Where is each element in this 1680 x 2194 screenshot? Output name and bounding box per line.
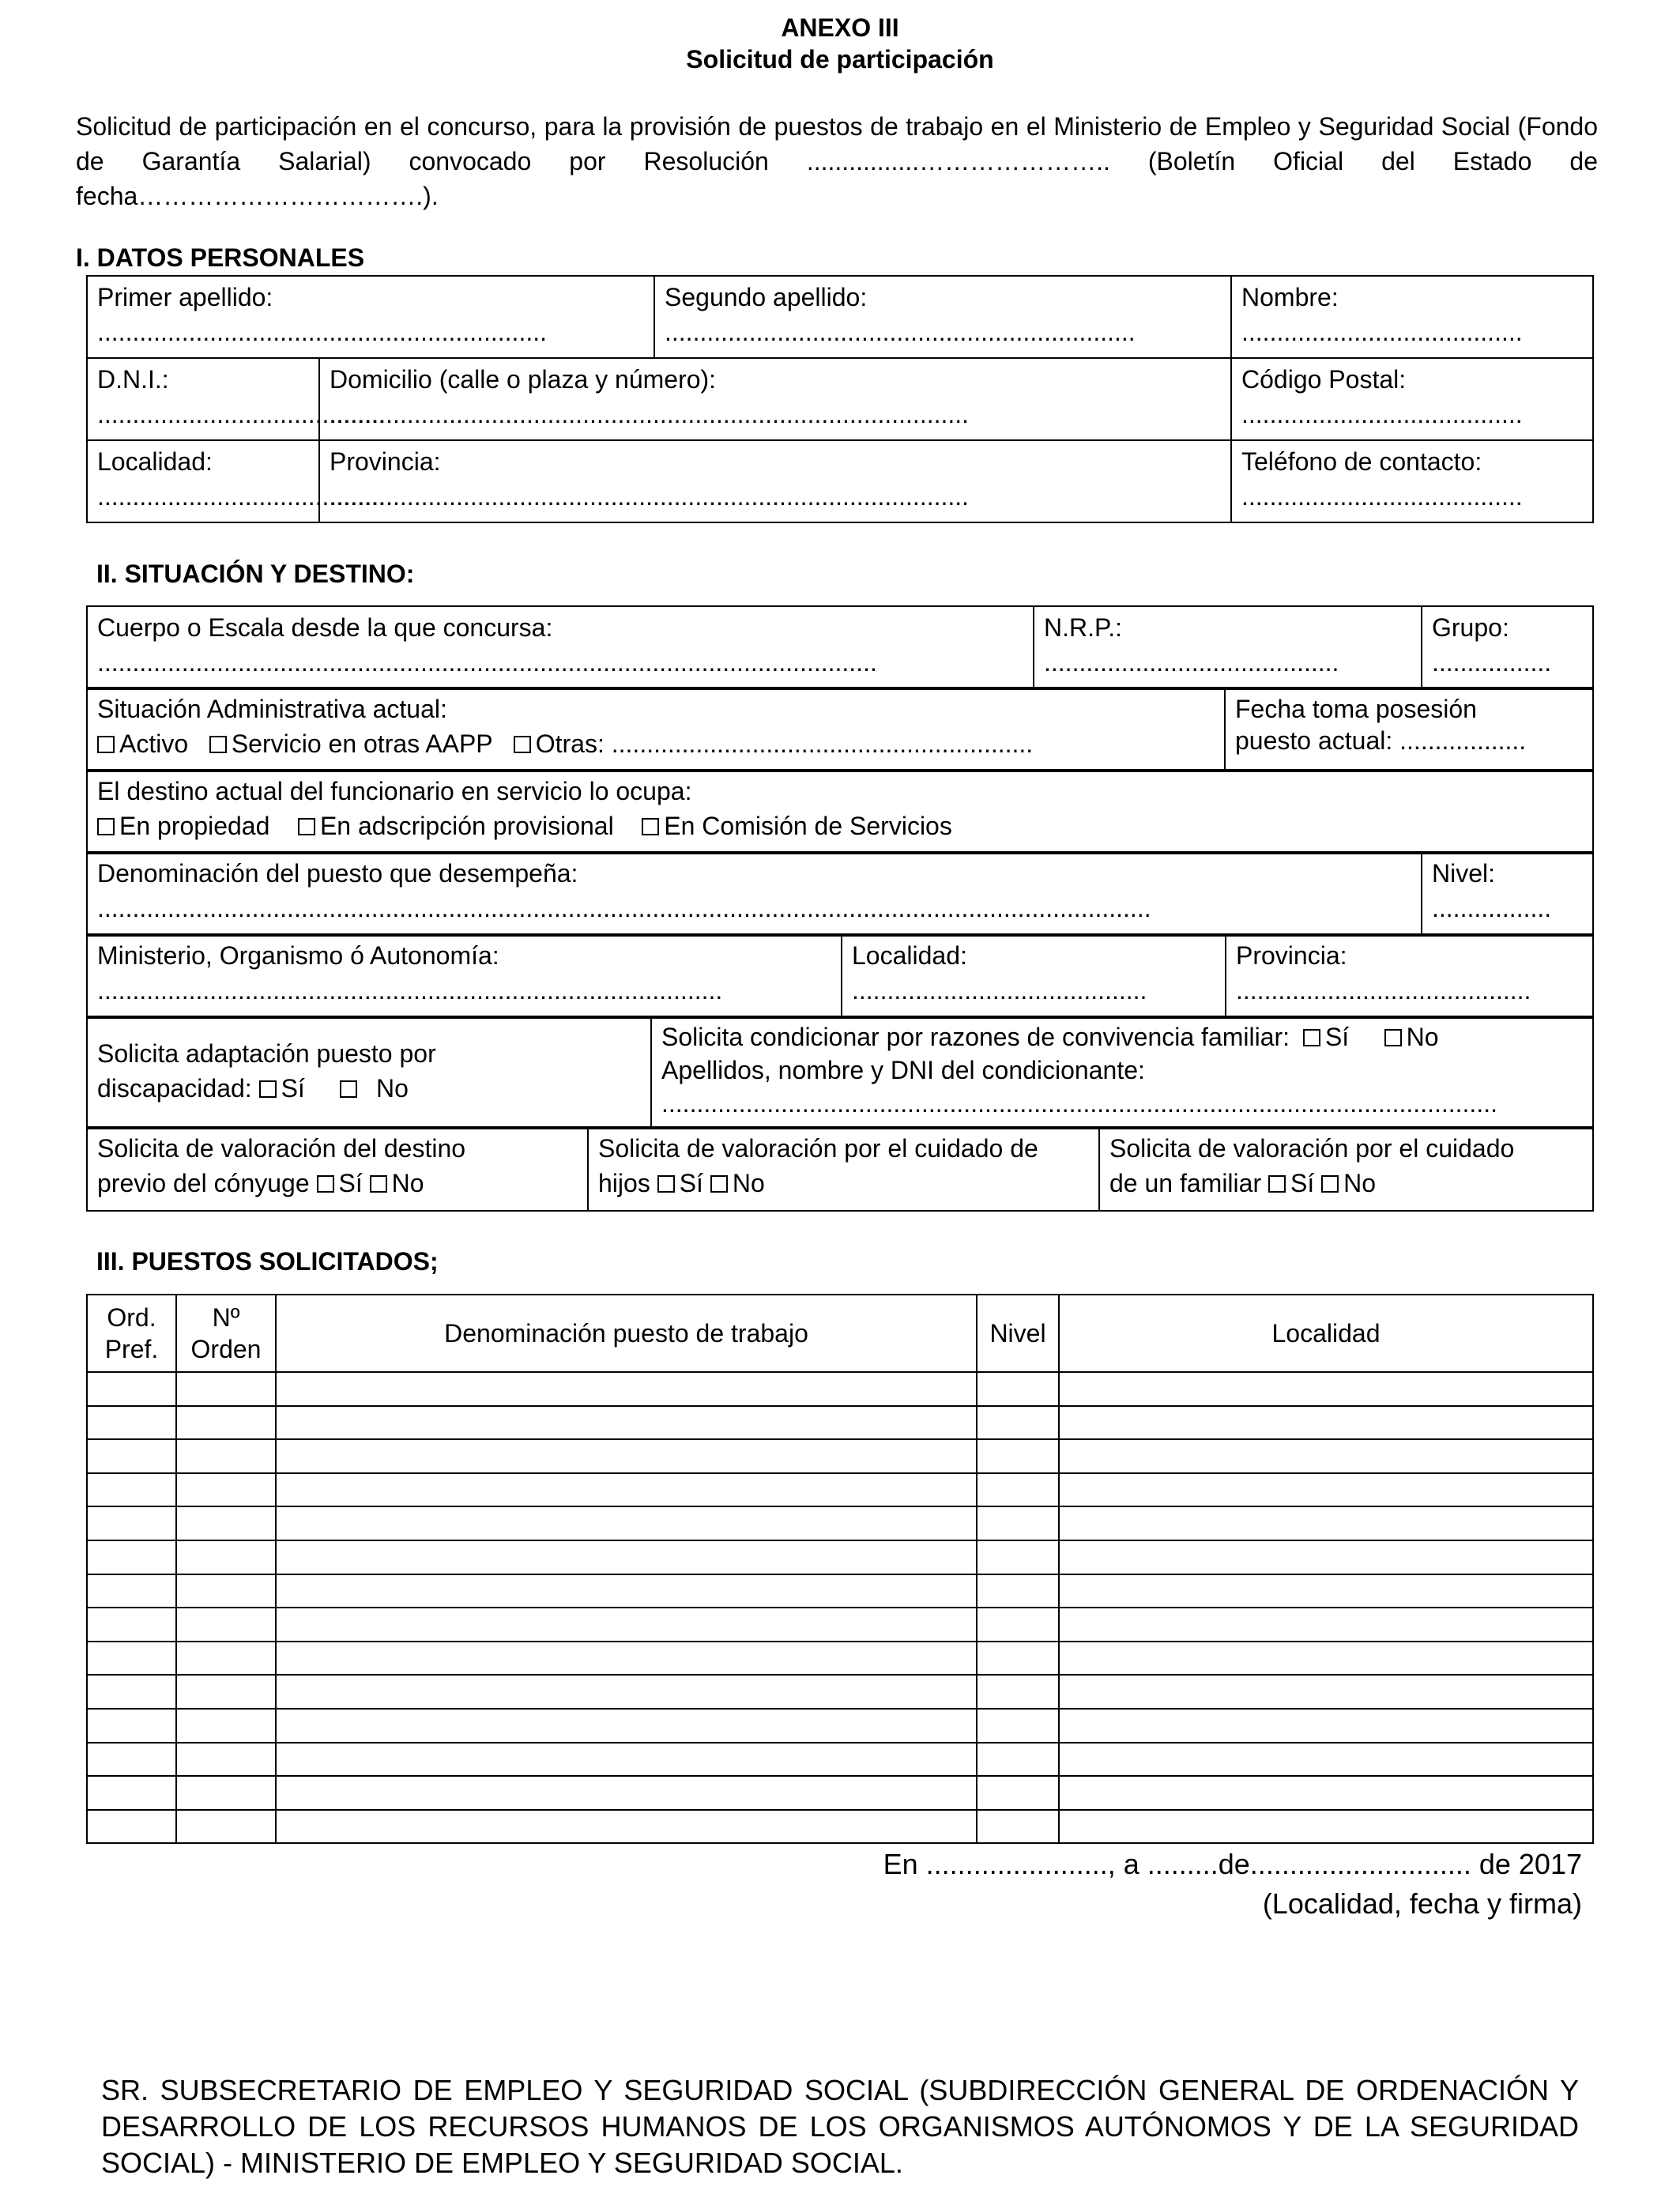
primer-apellido-label: Primer apellido:: [97, 283, 273, 311]
table-row: [87, 1810, 1593, 1844]
cell-nivel[interactable]: [977, 1406, 1059, 1440]
destino-actual-label: El destino actual del funcionario en servicio lo ocupa:: [97, 777, 692, 805]
cell-ord-pref[interactable]: [87, 1406, 176, 1440]
situation-row-denominacion: [86, 851, 1594, 937]
nivel-label: Nivel:: [1432, 859, 1496, 888]
intro-paragraph: Solicitud de participación en el concurso, para la provisión de puestos de trabajo en el Ministerio de Empleo y Seguridad Social (Fondo de Garantía Salarial) convocado por Resolución ................………………….. (Boletín Oficial del Estado de fecha…………………………….).: [76, 112, 1598, 210]
table-row: [87, 1439, 1593, 1473]
situacion-label: Situación Administrativa actual:: [97, 695, 447, 723]
cell-num-orden[interactable]: [176, 1743, 276, 1777]
nombre-field[interactable]: [1231, 276, 1593, 358]
codigo-postal-label: Código Postal:: [1241, 365, 1407, 394]
checkbox-condicionar-si[interactable]: [1303, 1029, 1320, 1046]
provincia-field[interactable]: [319, 440, 1231, 522]
valoracion-familiar-label-2: de un familiar: [1109, 1169, 1262, 1197]
cell-denominacion[interactable]: [276, 1776, 977, 1810]
cell-nivel[interactable]: [977, 1372, 1059, 1406]
col-ord-pref: [87, 1295, 176, 1372]
otras-dots: ............................................................: [611, 729, 1034, 758]
cell-num-orden[interactable]: [176, 1473, 276, 1507]
table-row: [87, 1709, 1593, 1743]
checkbox-familiar-si[interactable]: [1268, 1175, 1286, 1193]
table-row: [87, 1776, 1593, 1810]
cell-localidad[interactable]: [1059, 1506, 1593, 1540]
cell-num-orden[interactable]: [176, 1406, 276, 1440]
familiar-si-label: Sí: [1290, 1169, 1315, 1197]
section-personal-data-title: I. DATOS PERSONALES: [76, 243, 365, 272]
grupo-label: Grupo:: [1432, 613, 1509, 642]
cell-num-orden[interactable]: [176, 1608, 276, 1642]
cell-localidad[interactable]: [1059, 1743, 1593, 1777]
condicionar-no-label: No: [1406, 1023, 1439, 1051]
segundo-apellido-field[interactable]: [654, 276, 1231, 358]
valoracion-familiar-field: [1099, 1127, 1593, 1211]
nivel-dots: .................: [1432, 894, 1552, 922]
cuerpo-field[interactable]: [87, 606, 1034, 689]
table-row: [87, 1675, 1593, 1709]
cell-localidad[interactable]: [1059, 1642, 1593, 1676]
cell-localidad[interactable]: [1059, 1776, 1593, 1810]
conyuge-no-label: No: [391, 1169, 424, 1197]
localidad-destino-field[interactable]: [842, 934, 1226, 1018]
valoracion-conyuge-label-1: Solicita de valoración del destino: [97, 1134, 466, 1163]
section-situation-title: II. SITUACIÓN Y DESTINO:: [96, 560, 415, 588]
col-nivel: Nivel: [977, 1295, 1059, 1372]
checkbox-adaptacion-si[interactable]: [259, 1080, 277, 1098]
cell-ord-pref[interactable]: [87, 1473, 176, 1507]
positions-table: [86, 1294, 1594, 1844]
cell-localidad[interactable]: [1059, 1372, 1593, 1406]
checkbox-conyuge-no[interactable]: [370, 1175, 387, 1193]
valoracion-conyuge-label-2: previo del cónyuge: [97, 1169, 310, 1197]
checkbox-activo[interactable]: [97, 736, 115, 753]
cell-localidad[interactable]: [1059, 1439, 1593, 1473]
cell-nivel[interactable]: [977, 1709, 1059, 1743]
col-ord-label-1: Ord.: [107, 1303, 156, 1332]
cell-denominacion[interactable]: [276, 1574, 977, 1608]
valoracion-hijos-label-1: Solicita de valoración por el cuidado de: [598, 1134, 1038, 1163]
cell-ord-pref[interactable]: [87, 1540, 176, 1574]
checkbox-condicionar-no[interactable]: [1384, 1029, 1402, 1046]
dni-label: D.N.I.:: [97, 365, 169, 394]
cell-denominacion[interactable]: [276, 1675, 977, 1709]
cell-num-orden[interactable]: [176, 1776, 276, 1810]
table-row: [87, 1506, 1593, 1540]
table-row: [87, 1473, 1593, 1507]
cell-ord-pref[interactable]: [87, 1709, 176, 1743]
checkbox-comision-servicios[interactable]: [642, 818, 659, 835]
destino-actual-field: [87, 770, 1593, 854]
codigo-postal-field[interactable]: [1231, 358, 1593, 440]
segundo-apellido-label: Segundo apellido:: [665, 283, 868, 311]
valoracion-familiar-label-1: Solicita de valoración por el cuidado: [1109, 1134, 1515, 1163]
cell-localidad[interactable]: [1059, 1675, 1593, 1709]
localidad-label: Localidad:: [97, 447, 213, 476]
localidad-destino-dots: ..........................................: [852, 976, 1147, 1005]
ministerio-label: Ministerio, Organismo ó Autonomía:: [97, 941, 499, 970]
cell-ord-pref[interactable]: [87, 1776, 176, 1810]
cell-localidad[interactable]: [1059, 1574, 1593, 1608]
denominacion-field[interactable]: [87, 852, 1422, 936]
cell-nivel[interactable]: [977, 1574, 1059, 1608]
cell-localidad[interactable]: [1059, 1473, 1593, 1507]
fecha-toma-label-1: Fecha toma posesión: [1235, 695, 1477, 723]
cell-num-orden[interactable]: [176, 1810, 276, 1844]
nrp-field[interactable]: [1034, 606, 1422, 689]
condicionar-label: Solicita condicionar por razones de convivencia familiar:: [661, 1023, 1290, 1051]
otras-label: Otras:: [535, 729, 605, 758]
segundo-apellido-dots: ...................................................................: [665, 318, 1136, 346]
table-row: [87, 1642, 1593, 1676]
date-line[interactable]: En ......................., a .........de............................ de 2017: [883, 1848, 1582, 1880]
primer-apellido-dots: ................................................................: [97, 318, 547, 346]
cell-nivel[interactable]: [977, 1810, 1059, 1844]
hijos-no-label: No: [732, 1169, 765, 1197]
cell-num-orden[interactable]: [176, 1540, 276, 1574]
situation-row-cuerpo: [86, 605, 1594, 690]
cell-localidad[interactable]: [1059, 1709, 1593, 1743]
cell-ord-pref[interactable]: [87, 1506, 176, 1540]
cell-denominacion[interactable]: [276, 1473, 977, 1507]
provincia-label: Provincia:: [330, 447, 441, 476]
adaptacion-label-2: discapacidad:: [97, 1074, 252, 1103]
cell-localidad[interactable]: [1059, 1406, 1593, 1440]
col-ord-label-2: Pref.: [104, 1335, 159, 1363]
codigo-postal-dots: ........................................: [1241, 400, 1523, 428]
cell-denominacion[interactable]: [276, 1743, 977, 1777]
cuerpo-dots: ...............................................................................................................: [97, 648, 877, 677]
localidad-destino-label: Localidad:: [852, 941, 967, 970]
table-row: [87, 1608, 1593, 1642]
domicilio-dots: ...........................................................................................: [330, 400, 970, 428]
domicilio-field[interactable]: [319, 358, 1231, 440]
servicio-otras-aapp-label: Servicio en otras AAPP: [231, 729, 493, 758]
cell-ord-pref[interactable]: [87, 1439, 176, 1473]
dni-field[interactable]: [87, 358, 386, 440]
cell-ord-pref[interactable]: [87, 1743, 176, 1777]
cell-num-orden[interactable]: [176, 1506, 276, 1540]
checkbox-servicio-otras-aapp[interactable]: [209, 736, 227, 753]
cell-denominacion[interactable]: [276, 1540, 977, 1574]
grupo-field[interactable]: [1422, 606, 1593, 689]
cell-nivel[interactable]: [977, 1675, 1059, 1709]
cell-nivel[interactable]: [977, 1540, 1059, 1574]
cell-ord-pref[interactable]: [87, 1574, 176, 1608]
annex-title: ANEXO III: [781, 13, 899, 42]
adaptacion-label-1: Solicita adaptación puesto por: [97, 1039, 436, 1068]
provincia-destino-label: Provincia:: [1236, 941, 1347, 970]
cell-nivel[interactable]: [977, 1776, 1059, 1810]
provincia-destino-dots: ..........................................: [1236, 976, 1531, 1005]
condicionar-field: [651, 1016, 1593, 1129]
fecha-toma-label-2: puesto actual:: [1235, 726, 1393, 755]
cell-nivel[interactable]: [977, 1642, 1059, 1676]
col-num-label-2: Orden: [190, 1335, 262, 1363]
ministerio-field[interactable]: [87, 934, 842, 1018]
fecha-toma-dots: ..................: [1399, 726, 1527, 755]
checkbox-hijos-no[interactable]: [710, 1175, 728, 1193]
checkbox-adaptacion-no[interactable]: [340, 1080, 357, 1098]
cell-localidad[interactable]: [1059, 1540, 1593, 1574]
cell-ord-pref[interactable]: [87, 1810, 176, 1844]
col-denominacion: Denominación puesto de trabajo: [276, 1295, 977, 1372]
familiar-no-label: No: [1343, 1169, 1377, 1197]
cell-nivel[interactable]: [977, 1439, 1059, 1473]
checkbox-adscripcion-provisional[interactable]: [298, 818, 315, 835]
cell-denominacion[interactable]: [276, 1810, 977, 1844]
provincia-dots: ...........................................................................................: [330, 482, 970, 511]
checkbox-hijos-si[interactable]: [657, 1175, 675, 1193]
condicionante-label: Apellidos, nombre y DNI del condicionante:: [661, 1056, 1145, 1084]
cell-denominacion[interactable]: [276, 1372, 977, 1406]
telefono-dots: ........................................: [1241, 482, 1523, 511]
cell-localidad[interactable]: [1059, 1810, 1593, 1844]
cell-denominacion[interactable]: [276, 1439, 977, 1473]
table-row: [87, 1406, 1593, 1440]
situation-row-valoracion: [86, 1126, 1594, 1212]
cell-nivel[interactable]: [977, 1743, 1059, 1777]
cell-ord-pref[interactable]: [87, 1608, 176, 1642]
col-localidad: Localidad: [1059, 1295, 1593, 1372]
cell-localidad[interactable]: [1059, 1608, 1593, 1642]
cell-denominacion[interactable]: [276, 1642, 977, 1676]
telefono-label: Teléfono de contacto:: [1241, 447, 1482, 476]
adscripcion-provisional-label: En adscripción provisional: [319, 812, 614, 840]
nrp-dots: ..........................................: [1044, 648, 1339, 677]
cell-ord-pref[interactable]: [87, 1675, 176, 1709]
dni-dots: .........................................: [97, 400, 386, 428]
telefono-field[interactable]: [1231, 440, 1593, 522]
table-row: [87, 1743, 1593, 1777]
nivel-field[interactable]: [1422, 852, 1593, 936]
cell-nivel[interactable]: [977, 1473, 1059, 1507]
personal-data-table: [86, 275, 1594, 523]
ministerio-dots: .........................................................................................: [97, 976, 723, 1005]
checkbox-familiar-no[interactable]: [1321, 1175, 1339, 1193]
form-title: Solicitud de participación: [686, 45, 994, 74]
signature-block: [883, 1845, 1582, 1924]
cell-denominacion[interactable]: [276, 1709, 977, 1743]
table-row: [87, 1540, 1593, 1574]
hijos-si-label: Sí: [679, 1169, 703, 1197]
situation-row-adaptacion: [86, 1016, 1594, 1129]
grupo-dots: .................: [1432, 648, 1552, 677]
cell-num-orden[interactable]: [176, 1675, 276, 1709]
en-propiedad-label: En propiedad: [119, 812, 270, 840]
situation-row-ministerio: [86, 933, 1594, 1019]
nrp-label: N.R.P.:: [1044, 613, 1122, 642]
provincia-destino-field[interactable]: [1226, 934, 1593, 1018]
checkbox-otras[interactable]: [514, 736, 531, 753]
denominacion-dots: ......................................................................................................................................................: [97, 894, 1151, 922]
domicilio-label: Domicilio (calle o plaza y número):: [330, 365, 717, 394]
comision-servicios-label: En Comisión de Servicios: [664, 812, 952, 840]
primer-apellido-field[interactable]: [87, 276, 654, 358]
situacion-field: [87, 688, 1225, 771]
cell-denominacion[interactable]: [276, 1506, 977, 1540]
nombre-label: Nombre:: [1241, 283, 1339, 311]
cell-num-orden[interactable]: [176, 1709, 276, 1743]
condicionante-dots[interactable]: .......................................................................................................................: [661, 1089, 1497, 1118]
conyuge-si-label: Sí: [338, 1169, 363, 1197]
cell-num-orden[interactable]: [176, 1439, 276, 1473]
cell-num-orden[interactable]: [176, 1642, 276, 1676]
valoracion-conyuge-field: [87, 1127, 588, 1211]
valoracion-hijos-field: [588, 1127, 1099, 1211]
checkbox-conyuge-si[interactable]: [317, 1175, 334, 1193]
situation-row-destino: [86, 769, 1594, 854]
cell-ord-pref[interactable]: [87, 1372, 176, 1406]
situation-row-admin: [86, 687, 1594, 772]
adaptacion-field: [87, 1016, 651, 1129]
denominacion-label: Denominación del puesto que desempeña:: [97, 859, 578, 888]
col-num-orden: [176, 1295, 276, 1372]
cell-num-orden[interactable]: [176, 1372, 276, 1406]
cell-denominacion[interactable]: [276, 1608, 977, 1642]
cell-denominacion[interactable]: [276, 1406, 977, 1440]
table-row: [87, 1574, 1593, 1608]
valoracion-hijos-label-2: hijos: [598, 1169, 650, 1197]
section-positions-title: III. PUESTOS SOLICITADOS;: [96, 1247, 439, 1276]
checkbox-en-propiedad[interactable]: [97, 818, 115, 835]
cell-ord-pref[interactable]: [87, 1642, 176, 1676]
table-row: [87, 1372, 1593, 1406]
adaptacion-no-label: No: [376, 1074, 409, 1103]
activo-label: Activo: [119, 729, 189, 758]
cell-nivel[interactable]: [977, 1608, 1059, 1642]
fecha-toma-field[interactable]: [1225, 688, 1593, 771]
nombre-dots: ........................................: [1241, 318, 1523, 346]
localidad-dots: .........................................: [97, 482, 386, 511]
cell-num-orden[interactable]: [176, 1574, 276, 1608]
adaptacion-si-label: Sí: [281, 1074, 305, 1103]
cuerpo-label: Cuerpo o Escala desde la que concursa:: [97, 613, 553, 642]
condicionar-si-label: Sí: [1324, 1023, 1350, 1051]
addressee: SR. SUBSECRETARIO DE EMPLEO Y SEGURIDAD SOCIAL (SUBDIRECCIÓN GENERAL DE ORDENACIÓN Y DESARROLLO DE LOS RECURSOS HUMANOS DE LOS ORGANISMOS AUTÓNOMOS Y DE LA SEGURIDAD SOCIAL) - MINISTERIO DE EMPLEO Y SEGURIDAD SOCIAL.: [101, 2074, 1579, 2179]
signature-hint: (Localidad, fecha y firma): [1262, 1887, 1582, 1920]
col-num-label-1: Nº: [212, 1303, 240, 1332]
cell-nivel[interactable]: [977, 1506, 1059, 1540]
